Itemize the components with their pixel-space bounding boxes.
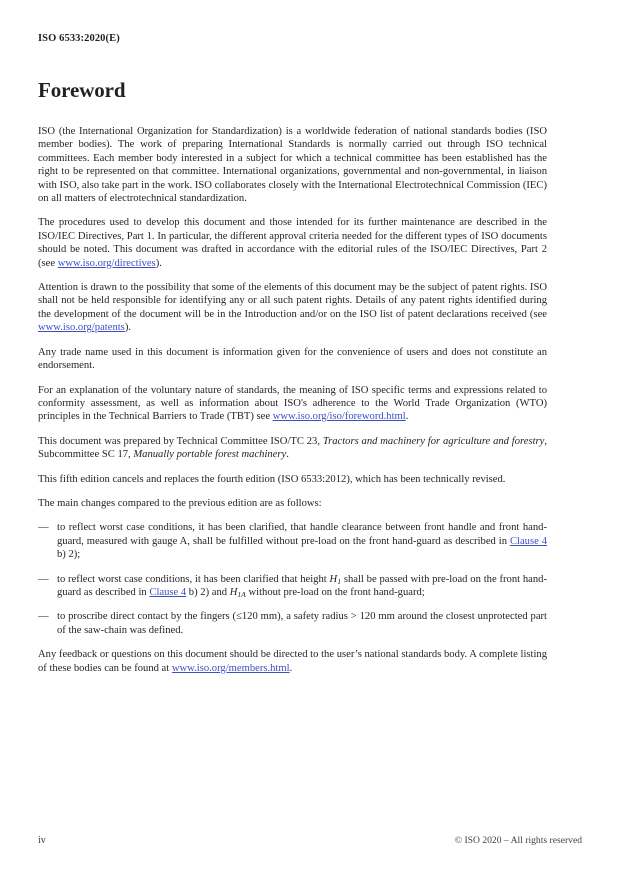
subscript-1: 1 <box>337 576 341 586</box>
paragraph-procedures <box>38 216 547 270</box>
link-iso-directives[interactable]: www.iso.org/directives <box>57 257 156 269</box>
list-item-2-text-mid: shall be passed with pre-load on the front hand-guard as described in <box>57 573 548 598</box>
subscript-1a: 1A <box>237 590 246 600</box>
link-clause-4[interactable]: Clause 4 <box>149 586 187 598</box>
paragraph-feedback-text-before: Any feedback or questions on this document should be directed to the user’s national standards body. A complete listing of these bodies can be found at <box>38 649 547 674</box>
list-item-2-text-after: without pre-load on the front hand-guard; <box>245 586 425 598</box>
em-dash-marker: — <box>38 522 49 534</box>
list-item <box>38 573 547 600</box>
paragraph-iso-introduction: ISO (the International Organization for Standardization) is a worldwide federation of national standards bodies (ISO member bodies). The work of preparing International Standards is normally carried out through ISO technical committees. Each member body interested in a subject for which a technical committee has been established has the right to be represented on that committee. International organizations, governmental and non-governmental, in liaison with ISO, also take part in the work. ISO collaborates closely with the International Electrotechnical Commission (IEC) on all matters of electrotechnical standardization. <box>38 126 547 205</box>
list-item <box>38 521 547 561</box>
symbol-h: H <box>229 586 238 598</box>
paragraph-procedures-text-before: The procedures used to develop this document and those intended for its further maintenance are described in the ISO/IEC Directives, Part 1. In particular, the different approval criteria needed for the different types of ISO documents should be noted. This document was drafted in accordance with the editorial rules of the ISO/IEC Directives, Part 2 (see <box>38 217 547 269</box>
symbol-h: H <box>329 573 338 585</box>
paragraph-wto-tbt-text-after: . <box>405 411 409 423</box>
paragraph-patent-rights <box>38 281 547 335</box>
paragraph-edition-replaces: This fifth edition cancels and replaces the fourth edition (ISO 6533:2012), which has been technically revised. <box>38 473 506 485</box>
page-title: Foreword <box>38 78 126 102</box>
list-item-1-text-after: b) 2); <box>57 549 81 561</box>
paragraph-feedback-text-after: . <box>289 662 293 674</box>
paragraph-feedback <box>38 648 547 675</box>
link-iso-foreword[interactable]: www.iso.org/iso/foreword.html <box>272 411 406 423</box>
changes-list <box>38 521 547 637</box>
symbol-height-h1 <box>330 574 341 585</box>
page-footer <box>38 835 582 846</box>
symbol-height-h1a <box>230 587 246 598</box>
link-iso-members[interactable]: www.iso.org/members.html <box>171 662 290 674</box>
copyright-notice: © ISO 2020 – All rights reserved <box>454 835 582 846</box>
committee-text-c: . <box>286 449 289 461</box>
paragraph-wto-tbt <box>38 384 547 424</box>
committee-text-b: , Subcommittee SC 17, <box>38 435 547 461</box>
link-clause-4[interactable]: Clause 4 <box>509 535 548 547</box>
paragraph-technical-committee <box>38 435 547 462</box>
paragraph-wto-tbt-text-before: For an explanation of the voluntary nature of standards, the meaning of ISO specific terms and expressions related to conformity assessment, as well as information about ISO's adherence to the World Trade Organization (WTO) principles in the Technical Barriers to Trade (TBT) see <box>38 384 547 423</box>
page-number: iv <box>38 835 46 846</box>
page-content <box>38 78 547 675</box>
paragraph-procedures-text-after: ). <box>155 257 162 269</box>
committee-title-tc23: Tractors and machinery for agriculture and forestry <box>322 435 545 447</box>
em-dash-marker: — <box>38 611 49 623</box>
committee-text-a: This document was prepared by Technical Committee ISO/TC 23, <box>38 435 323 447</box>
committee-title-sc17: Manually portable forest machinery <box>133 449 287 461</box>
em-dash-marker: — <box>38 573 49 585</box>
list-item <box>38 610 547 637</box>
paragraph-trade-name: Any trade name used in this document is information given for the convenience of users and does not constitute an endorsement. <box>38 346 547 372</box>
paragraph-main-changes-intro: The main changes compared to the previous edition are as follows: <box>38 497 322 509</box>
list-item-3-text: to proscribe direct contact by the fingers (≤120 mm), a safety radius > 120 mm around the closest unprotected part of the saw-chain was defined. <box>57 611 547 636</box>
paragraph-patent-rights-text-before: Attention is drawn to the possibility that some of the elements of this document may be the subject of patent rights. ISO shall not be held responsible for identifying any or all such patent rights. Details of any patent rights identified during the development of the document will be in the Introduction and/or on the ISO list of patent declarations received (see <box>38 282 547 320</box>
list-item-2-text-before: to reflect worst case conditions, it has been clarified that height <box>57 573 330 585</box>
paragraph-patent-rights-text-after: ). <box>124 322 131 334</box>
list-item-2-text-mid2: b) 2) and <box>186 586 230 598</box>
list-item-1-text-before: to reflect worst case conditions, it has been clarified, that handle clearance between front handle and front hand-guard, measured with gauge A, shall be fulfilled without pre-load on the front hand-guard as described in <box>57 522 547 547</box>
running-head: ISO 6533:2020(E) <box>38 33 120 44</box>
link-iso-patents[interactable]: www.iso.org/patents <box>38 322 125 334</box>
